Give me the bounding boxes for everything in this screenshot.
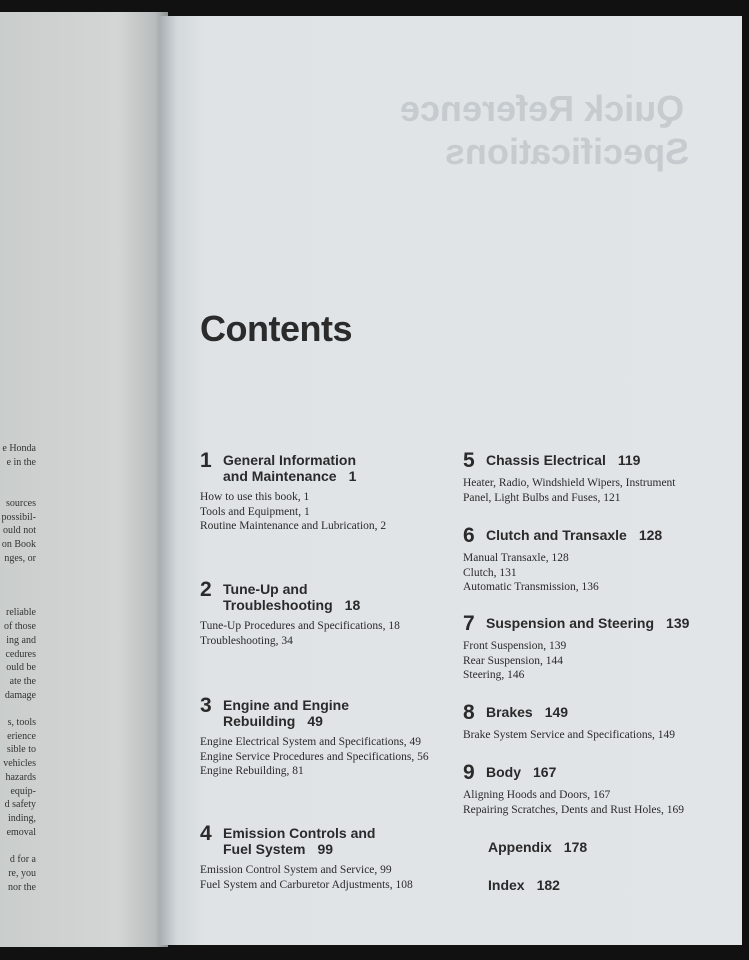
- fragment-line: [0, 469, 36, 483]
- section-page: 49: [307, 713, 323, 729]
- section-page: 99: [317, 841, 334, 857]
- section-title: Emission Controls and: [223, 825, 376, 841]
- fragment-line: s, tools: [7, 717, 36, 729]
- section-5: [463, 449, 676, 505]
- section-title-line2: Rebuilding 49: [223, 713, 323, 729]
- fragment-line: d for a: [9, 854, 36, 866]
- section-number: 5: [463, 449, 475, 472]
- section-title: Tune-Up and: [223, 581, 308, 597]
- fragment-line: ould not: [2, 525, 36, 537]
- section-title: Clutch and Transaxle 128: [486, 527, 663, 543]
- contents-item: Engine Rebuilding, 81: [200, 765, 304, 777]
- fragment-line: emoval: [6, 826, 36, 838]
- fragment-line: e in the: [6, 456, 36, 468]
- section-4: [200, 822, 413, 892]
- contents-item: Clutch, 131: [463, 566, 517, 579]
- contents-item: Aligning Hoods and Doors, 167: [463, 789, 611, 801]
- fragment-line: nges, or: [4, 552, 36, 564]
- contents-item: Rear Suspension, 144: [463, 654, 563, 667]
- fragment-line: reliable: [6, 607, 36, 619]
- fragment-line: sible to: [6, 744, 36, 756]
- contents-item: Fuel System and Carburetor Adjustments, 108: [200, 878, 413, 891]
- contents-item: Panel, Light Bulbs and Fuses, 121: [463, 491, 621, 504]
- fragment-line: nor the: [7, 881, 36, 893]
- contents-item: Troubleshooting, 34: [200, 634, 293, 647]
- section-number: 9: [463, 761, 475, 784]
- fragment-line: damage: [4, 689, 36, 701]
- fragment-line: erience: [7, 730, 36, 742]
- fragment-line: d safety: [4, 799, 36, 811]
- fragment-line: ould be: [6, 662, 36, 674]
- fragment-line: [0, 565, 36, 579]
- fragment-line: cedures: [5, 648, 36, 660]
- index-label: Index: [488, 877, 525, 893]
- section-title: Body 167: [486, 764, 557, 780]
- left-page-text-fragments: [0, 442, 36, 894]
- fragment-line: [0, 579, 36, 593]
- section-title-line2: Troubleshooting 18: [223, 597, 361, 613]
- fragment-line: on Book: [1, 538, 36, 550]
- section-title-line2: Fuel System 99: [223, 841, 334, 857]
- fragment-line: inding,: [7, 812, 36, 824]
- section-page: 18: [344, 597, 361, 613]
- contents-item: Front Suspension, 139: [463, 640, 567, 652]
- fragment-line: re, you: [8, 867, 36, 879]
- contents-item: Repairing Scratches, Dents and Rust Holes, 169: [463, 803, 685, 816]
- section-3: [200, 694, 429, 779]
- section-page: 167: [533, 764, 557, 780]
- section-number: 2: [200, 578, 212, 601]
- index-page: 182: [536, 877, 560, 893]
- section-title-line2: and Maintenance 1: [223, 468, 357, 484]
- contents-item: Routine Maintenance and Lubrication, 2: [200, 520, 387, 532]
- section-number: 6: [463, 524, 475, 547]
- appendix-page: 178: [563, 839, 588, 855]
- fragment-line: ate the: [9, 675, 36, 687]
- fragment-line: [0, 593, 36, 607]
- fragment-line: [0, 483, 36, 497]
- fragment-line: possibil-: [1, 511, 36, 523]
- fragment-line: [0, 702, 36, 716]
- fragment-line: hazards: [5, 771, 36, 783]
- fragment-line: sources: [6, 497, 36, 509]
- contents-item: Emission Control System and Service, 99: [200, 864, 392, 876]
- fragment-line: [0, 839, 36, 853]
- index-entry: [488, 877, 560, 893]
- left-page: [0, 12, 168, 947]
- section-number: 4: [200, 822, 212, 845]
- section-page: 139: [666, 615, 690, 631]
- section-number: 1: [200, 449, 212, 472]
- fragment-line: e Honda: [2, 443, 36, 454]
- section-title: Engine and Engine: [223, 697, 350, 713]
- contents-item: Brake System Service and Specifications, 149: [463, 729, 676, 741]
- section-6: [463, 524, 663, 595]
- section-2: [200, 578, 400, 648]
- contents-item: Tune-Up Procedures and Specifications, 18: [200, 620, 400, 632]
- appendix-label: Appendix: [488, 839, 552, 855]
- contents-item: Manual Transaxle, 128: [463, 552, 569, 564]
- section-7: [463, 612, 690, 683]
- contents-item: Engine Electrical System and Specifications, 49: [200, 736, 421, 748]
- appendix-entry: [488, 839, 587, 855]
- section-1: [200, 449, 387, 534]
- section-number: 7: [463, 612, 475, 635]
- page-title: Contents: [200, 308, 352, 349]
- bleed-through-text: Specifications: [445, 131, 690, 172]
- fragment-line: equip-: [10, 785, 36, 797]
- section-9: [463, 761, 685, 817]
- contents-item: Automatic Transmission, 136: [463, 581, 599, 593]
- fragment-line: of those: [4, 621, 36, 633]
- section-page: 149: [544, 704, 569, 720]
- fragment-line: vehicles: [3, 758, 36, 770]
- section-title: General Information: [223, 452, 357, 468]
- contents-item: Engine Service Procedures and Specifications, 56: [200, 750, 429, 763]
- section-number: 3: [200, 694, 212, 717]
- section-page: 1: [348, 468, 357, 484]
- fragment-line: ing and: [6, 634, 36, 646]
- section-title: Chassis Electrical 119: [486, 452, 641, 468]
- contents-item: How to use this book, 1: [200, 491, 310, 503]
- section-8: [463, 701, 676, 743]
- section-title: Brakes 149: [486, 704, 569, 720]
- section-page: 119: [617, 452, 641, 468]
- contents-item: Steering, 146: [463, 669, 525, 681]
- contents-item: Heater, Radio, Windshield Wipers, Instrument: [463, 477, 676, 489]
- section-number: 8: [463, 701, 475, 724]
- bleed-through-text: Quick Reference: [400, 88, 685, 129]
- section-title: Suspension and Steering 139: [486, 615, 690, 631]
- contents-item: Tools and Equipment, 1: [200, 505, 310, 518]
- section-page: 128: [638, 527, 663, 543]
